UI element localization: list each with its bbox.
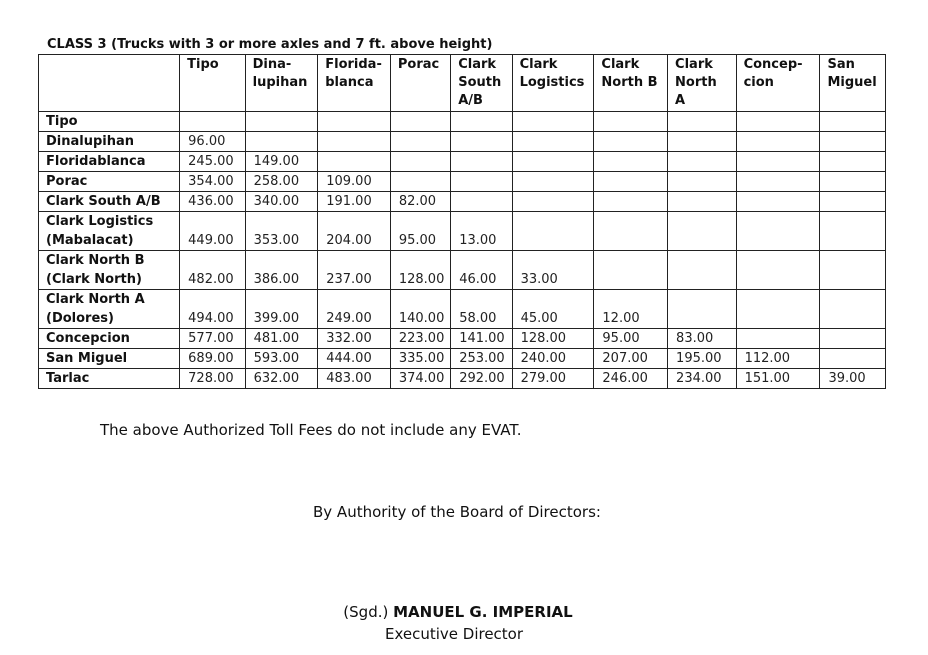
table-row (39, 251, 886, 290)
fee-cell: 237.00 (318, 251, 391, 290)
signatory-name: MANUEL G. IMPERIAL (393, 603, 573, 621)
table-row (39, 290, 886, 329)
corner-cell (39, 55, 180, 112)
fee-cell (451, 132, 512, 152)
signature-line (0, 603, 922, 621)
fee-cell: 258.00 (245, 172, 318, 192)
column-header-line: cion (743, 75, 774, 90)
table-row (39, 172, 886, 192)
fee-cell: 82.00 (390, 192, 450, 212)
fee-cell: 83.00 (668, 329, 737, 349)
fee-cell (820, 329, 886, 349)
fee-cell (594, 172, 668, 192)
table-row (39, 192, 886, 212)
fee-cell (668, 251, 737, 290)
fee-cell: 632.00 (245, 369, 318, 389)
row-label (39, 112, 180, 132)
fee-cell (390, 172, 450, 192)
fee-cell (736, 329, 820, 349)
fee-cell: 353.00 (245, 212, 318, 251)
fee-cell: 292.00 (451, 369, 512, 389)
column-header (820, 55, 886, 112)
table-row (39, 369, 886, 389)
fee-cell (736, 132, 820, 152)
fee-cell: 728.00 (180, 369, 245, 389)
fee-cell (245, 132, 318, 152)
row-label-line: Porac (46, 174, 88, 189)
toll-fee-matrix (38, 54, 886, 389)
row-label (39, 329, 180, 349)
fee-cell (390, 132, 450, 152)
row-label (39, 172, 180, 192)
column-header (318, 55, 391, 112)
row-label (39, 152, 180, 172)
fee-cell: 577.00 (180, 329, 245, 349)
fee-cell (594, 251, 668, 290)
row-label-line: Clark North A (46, 292, 145, 307)
table-row (39, 329, 886, 349)
fee-cell (820, 192, 886, 212)
row-label (39, 349, 180, 369)
column-header-line: Clark (458, 57, 497, 72)
fee-cell (736, 192, 820, 212)
column-header (594, 55, 668, 112)
fee-cell (451, 152, 512, 172)
fee-cell: 481.00 (245, 329, 318, 349)
fee-cell (668, 172, 737, 192)
fee-cell (451, 192, 512, 212)
fee-cell (451, 112, 512, 132)
row-label-line: Floridablanca (46, 154, 146, 169)
fee-cell (180, 112, 245, 132)
row-label-line: Dinalupihan (46, 134, 135, 149)
fee-cell: 141.00 (451, 329, 512, 349)
fee-cell: 253.00 (451, 349, 512, 369)
fee-cell: 245.00 (180, 152, 245, 172)
column-headers (39, 55, 886, 112)
fee-cell: 95.00 (594, 329, 668, 349)
fee-cell (820, 172, 886, 192)
fee-cell: 234.00 (668, 369, 737, 389)
signed-prefix: (Sgd.) (343, 603, 389, 621)
column-header-line: San (827, 57, 855, 72)
fee-cell (512, 192, 594, 212)
fee-cell (820, 251, 886, 290)
fee-cell (451, 172, 512, 192)
fee-cell (318, 132, 391, 152)
fee-cell (668, 192, 737, 212)
table-title: CLASS 3 (Trucks with 3 or more axles and 7 ft. above height) (47, 37, 493, 52)
fee-cell (668, 290, 737, 329)
fee-cell (820, 152, 886, 172)
fee-cell: 689.00 (180, 349, 245, 369)
fee-cell (820, 212, 886, 251)
fee-cell: 13.00 (451, 212, 512, 251)
fee-cell (318, 112, 391, 132)
fee-cell (390, 152, 450, 172)
fee-cell (594, 152, 668, 172)
fee-cell: 140.00 (390, 290, 450, 329)
fee-cell: 128.00 (390, 251, 450, 290)
fee-cell (245, 112, 318, 132)
fee-cell (736, 112, 820, 132)
fee-cell (512, 152, 594, 172)
fee-cell: 246.00 (594, 369, 668, 389)
fee-cell (594, 212, 668, 251)
column-header-line: North B (601, 75, 658, 90)
column-header-line: A (675, 93, 686, 108)
fee-cell: 204.00 (318, 212, 391, 251)
fee-cell: 95.00 (390, 212, 450, 251)
fee-cell (820, 290, 886, 329)
row-label (39, 192, 180, 212)
authority-statement: By Authority of the Board of Directors: (313, 503, 601, 521)
column-header (736, 55, 820, 112)
table-row (39, 132, 886, 152)
column-header-line: Porac (397, 57, 440, 72)
row-label-line: Clark North B (46, 253, 145, 268)
fee-cell (668, 152, 737, 172)
column-header-line: Dina- (252, 57, 292, 72)
column-header-line: Clark (519, 57, 558, 72)
fee-cell: 149.00 (245, 152, 318, 172)
fee-cell: 96.00 (180, 132, 245, 152)
fee-cell: 335.00 (390, 349, 450, 369)
fee-cell: 279.00 (512, 369, 594, 389)
fee-cell: 436.00 (180, 192, 245, 212)
fee-cell (318, 152, 391, 172)
row-label-line: Tarlac (46, 371, 90, 386)
table-row (39, 212, 886, 251)
fee-cell: 45.00 (512, 290, 594, 329)
fee-cell: 58.00 (451, 290, 512, 329)
fee-cell (512, 172, 594, 192)
fee-cell: 449.00 (180, 212, 245, 251)
fee-cell: 494.00 (180, 290, 245, 329)
fee-cell (512, 112, 594, 132)
fee-cell: 593.00 (245, 349, 318, 369)
row-label-line: Clark South A/B (46, 194, 161, 209)
column-header-line: Logistics (519, 75, 585, 90)
fee-cell: 354.00 (180, 172, 245, 192)
fee-cell: 112.00 (736, 349, 820, 369)
row-label-line: (Mabalacat) (46, 233, 134, 248)
fee-cell: 340.00 (245, 192, 318, 212)
fee-cell (668, 212, 737, 251)
column-header-line: Tipo (187, 57, 219, 72)
fee-cell: 240.00 (512, 349, 594, 369)
fee-cell (668, 112, 737, 132)
fee-cell (512, 212, 594, 251)
fee-cell: 46.00 (451, 251, 512, 290)
column-header (245, 55, 318, 112)
column-header-line: Miguel (827, 75, 877, 90)
column-header-line: A/B (458, 93, 483, 108)
fee-cell (736, 152, 820, 172)
fee-cell: 482.00 (180, 251, 245, 290)
fee-cell (594, 112, 668, 132)
fee-cell: 33.00 (512, 251, 594, 290)
column-header-line: South (458, 75, 502, 90)
table-row (39, 349, 886, 369)
column-header-line: Clark (675, 57, 713, 72)
column-header-line: North (675, 75, 717, 90)
column-header (668, 55, 737, 112)
fee-cell: 374.00 (390, 369, 450, 389)
fee-cell: 39.00 (820, 369, 886, 389)
row-label (39, 290, 180, 329)
column-header (390, 55, 450, 112)
fee-cell (668, 132, 737, 152)
fee-cell (736, 212, 820, 251)
column-header (451, 55, 512, 112)
fee-cell: 151.00 (736, 369, 820, 389)
fee-cell: 207.00 (594, 349, 668, 369)
fee-cell: 399.00 (245, 290, 318, 329)
row-label (39, 251, 180, 290)
fee-cell (594, 192, 668, 212)
fee-cell (736, 290, 820, 329)
fee-cell: 128.00 (512, 329, 594, 349)
fee-cell: 223.00 (390, 329, 450, 349)
column-header-line: blanca (325, 75, 374, 90)
row-label-line: (Clark North) (46, 272, 142, 287)
fee-cell (736, 251, 820, 290)
row-label (39, 212, 180, 251)
fee-cell: 109.00 (318, 172, 391, 192)
fee-cell: 249.00 (318, 290, 391, 329)
fee-cell (512, 132, 594, 152)
fee-cell (736, 172, 820, 192)
column-header-line: Clark (601, 57, 640, 72)
fee-cell (820, 112, 886, 132)
table-row (39, 152, 886, 172)
fee-cell: 444.00 (318, 349, 391, 369)
fee-cell: 483.00 (318, 369, 391, 389)
fee-cell: 12.00 (594, 290, 668, 329)
fee-rows (39, 112, 886, 389)
column-header (512, 55, 594, 112)
row-label (39, 132, 180, 152)
row-label-line: Clark Logistics (46, 214, 154, 229)
fee-cell (594, 132, 668, 152)
fee-cell: 332.00 (318, 329, 391, 349)
column-header-line: Florida- (325, 57, 382, 72)
table-row (39, 112, 886, 132)
fee-cell (820, 132, 886, 152)
column-header-line: lupihan (252, 75, 308, 90)
signatory-position: Executive Director (384, 625, 524, 643)
row-label-line: Concepcion (46, 331, 130, 346)
column-header-line: Concep- (743, 57, 803, 72)
fee-cell: 386.00 (245, 251, 318, 290)
column-header (180, 55, 245, 112)
fee-cell (390, 112, 450, 132)
fee-cell: 195.00 (668, 349, 737, 369)
evat-note: The above Authorized Toll Fees do not include any EVAT. (100, 421, 522, 439)
row-label-line: (Dolores) (46, 311, 114, 326)
fee-cell (820, 349, 886, 369)
row-label-line: San Miguel (46, 351, 128, 366)
fee-cell: 191.00 (318, 192, 391, 212)
row-label-line: Tipo (46, 114, 78, 129)
row-label (39, 369, 180, 389)
